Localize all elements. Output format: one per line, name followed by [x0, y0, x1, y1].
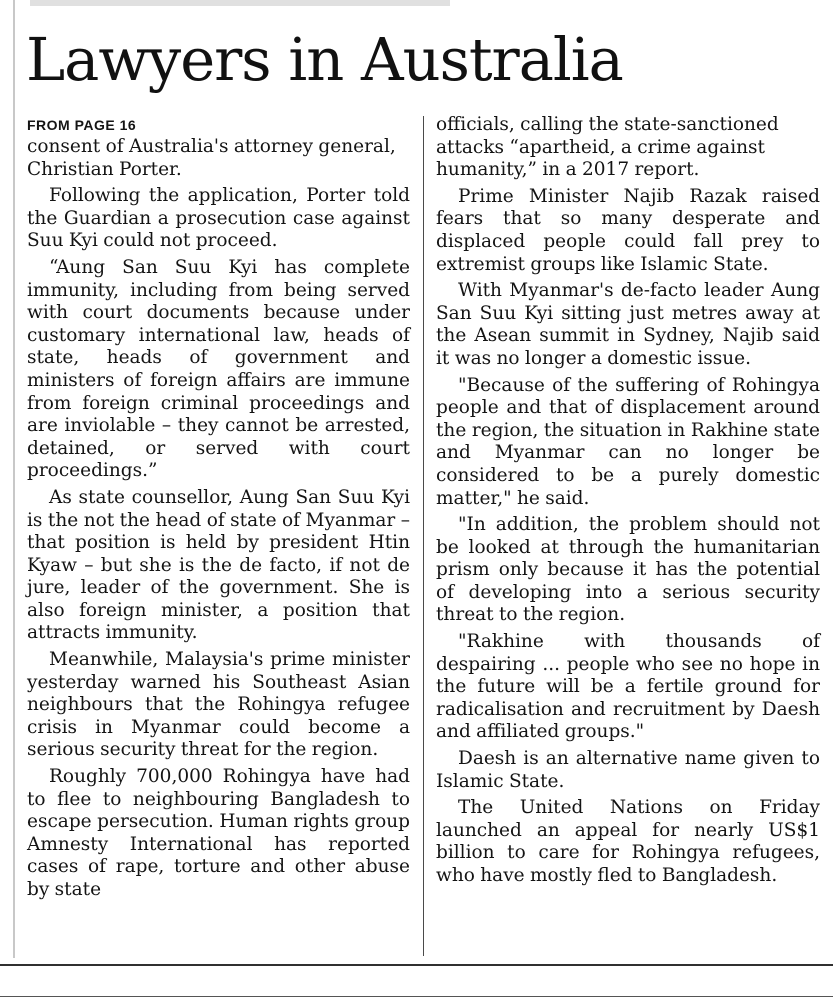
paragraph: Following the application, Porter told the Guardian a prosecution case against Suu Kyi could not proceed.	[27, 185, 410, 252]
paragraph: Roughly 700,000 Rohingya have had to flee to neighbouring Bangladesh to escape persecution. Human rights group Amnesty International has reported cases of rape, torture and other abuse by state	[27, 766, 410, 900]
paragraph: Prime Minister Najib Razak raised fears that so many desperate and displaced people could fall prey to extremist groups like Islamic State.	[436, 185, 820, 275]
paragraph: As state counsellor, Aung San Suu Kyi is the not the head of state of Myanmar – that position is held by president Htin Kyaw – but she is the de facto, if not de jure, leader of the government. She is also foreign minister, a position that attracts immunity.	[27, 486, 410, 644]
paragraph: The United Nations on Friday launched an appeal for nearly US$1 billion to care for Rohingya refugees, who have mostly fled to Bangladesh.	[436, 797, 820, 886]
paragraph: consent of Australia's attorney general, Christian Porter.	[27, 136, 396, 180]
bottom-rule-secondary	[0, 996, 833, 997]
paragraph: With Myanmar's de-facto leader Aung San Suu Kyi sitting just metres away at the Asean summit in Sydney, Najib said it was no longer a domestic issue.	[436, 280, 820, 369]
article-headline: Lawyers in Australia	[26, 25, 623, 94]
paragraph: "In addition, the problem should not be looked at through the humanitarian prism only because it has the potential of developing into a serious security threat to the region.	[436, 514, 820, 626]
paragraph: “Aung San Suu Kyi has complete immunity, including from being served with court documents because under customary international law, heads of state, heads of government and ministers of foreign affairs are immune from foreign criminal proceedings and are inviolable – they cannot be arrested, detained, or served with court proceedings.”	[27, 256, 410, 482]
left-column	[27, 114, 410, 906]
paragraph: officials, calling the state-sanctioned attacks “apartheid, a crime against humanity,” in a 2017 report.	[436, 114, 779, 181]
paragraph: Daesh is an alternative name given to Islamic State.	[436, 748, 820, 792]
paragraph: "Because of the suffering of Rohingya people and that of displacement around the region, the situation in Rakhine state and Myanmar can no longer be considered to be a purely domestic matter," he said.	[436, 374, 820, 509]
previous-article-strip	[30, 0, 450, 6]
column-divider	[423, 116, 424, 956]
jump-from-label: FROM PAGE 16	[27, 117, 137, 133]
bottom-rule	[0, 964, 833, 966]
paragraph: Meanwhile, Malaysia's prime minister yesterday warned his Southeast Asian neighbours that the Rohingya refugee crisis in Myanmar could become a serious security threat for the region.	[27, 649, 410, 761]
paragraph: "Rakhine with thousands of despairing ... people who see no hope in the future will be a fertile ground for radicalisation and recruitment by Daesh and affiliated groups."	[436, 631, 820, 743]
left-margin-rule	[13, 0, 15, 958]
right-column	[436, 114, 820, 892]
